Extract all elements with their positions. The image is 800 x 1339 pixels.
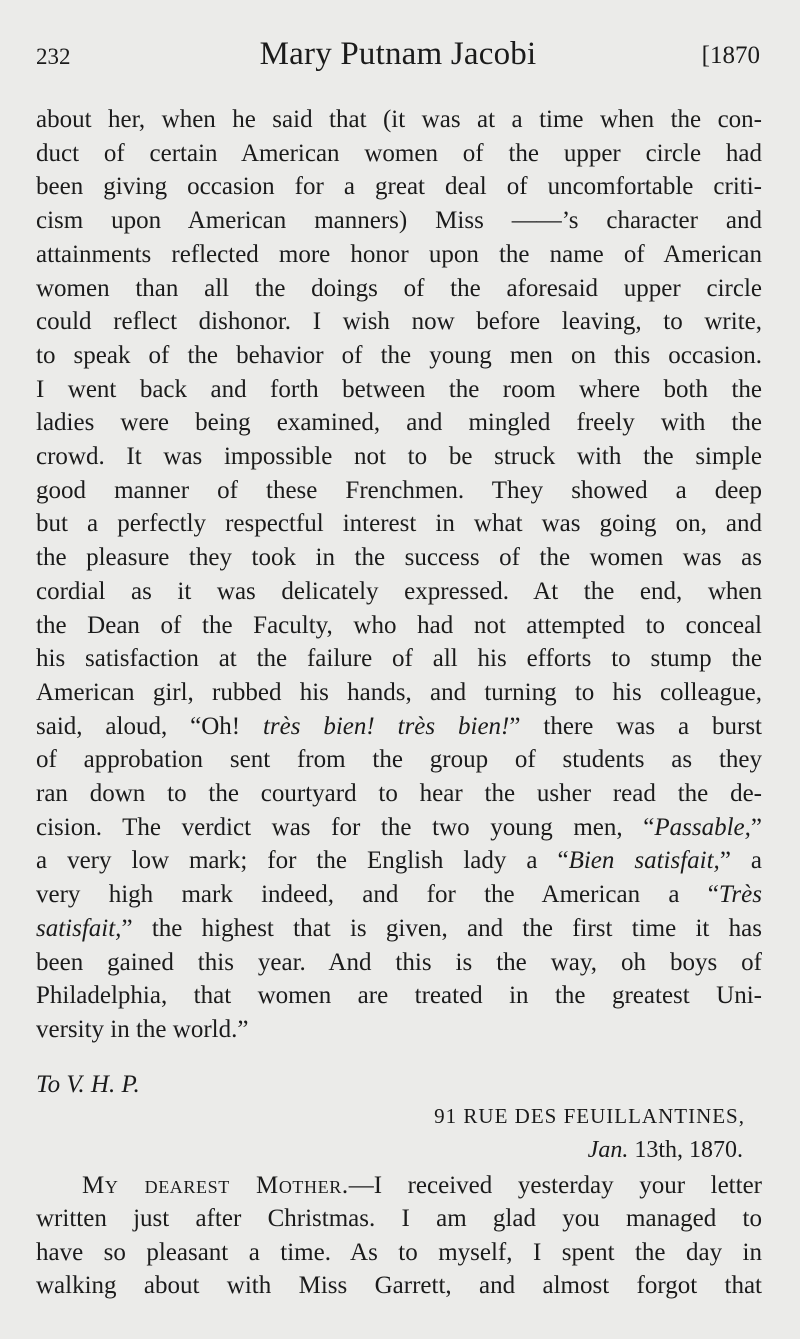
text-line: [36, 710, 762, 744]
italic-phrase: satisfait,: [36, 914, 122, 942]
date-rest: 13th, 1870.: [628, 1137, 743, 1163]
text-line: cism upon American manners) Miss ——’s character and: [36, 207, 762, 235]
text-run: ” the highest that is given, and the first time it has: [121, 914, 762, 942]
text-line: have so pleasant a time. As to myself, I spent the day in: [36, 1238, 762, 1266]
text-line: [36, 844, 762, 878]
text-line: [36, 912, 762, 946]
text-line: Philadelphia, that women are treated in the greatest Uni-: [36, 982, 762, 1010]
text-line: [36, 1169, 762, 1202]
text-line: of approbation sent from the group of students as they: [36, 746, 762, 774]
text-line: about her, when he said that (it was at a time when the con-: [36, 106, 762, 133]
text-line: attainments reflected more honor upon the name of American: [36, 240, 762, 268]
body-paragraph: [36, 103, 762, 1047]
text-line: the pleasure they took in the success of the women was as: [36, 544, 762, 572]
address-text: 91 RUE DES FEUILLANTINES,: [434, 1104, 745, 1128]
text-line: could reflect dishonor. I wish now before leaving, to write,: [36, 308, 762, 336]
text-run: ” there was a burst: [509, 712, 762, 740]
text-line: ran down to the courtyard to hear the usher read the de-: [36, 780, 762, 808]
text-line: been giving occasion for a great deal of uncomfortable criti-: [36, 173, 762, 201]
letter-address: [434, 1104, 745, 1129]
text-line: written just after Christmas. I am glad you managed to: [36, 1205, 762, 1233]
date-month: Jan.: [587, 1137, 629, 1163]
text-line: walking about with Miss Garrett, and almost forgot that: [36, 1271, 762, 1299]
text-line: [36, 878, 762, 912]
text-line: cordial as it was delicately expressed. At the end, when: [36, 577, 762, 605]
text-line: versity in the world.”: [36, 1015, 249, 1043]
text-line: I went back and forth between the room where both the: [36, 375, 762, 403]
text-line: [36, 811, 762, 845]
text-line: women than all the doings of the aforesaid upper circle: [36, 274, 762, 302]
text-run: ”: [750, 813, 762, 841]
italic-phrase: Passable,: [654, 813, 751, 841]
italic-phrase: Bien satisfait,: [568, 847, 720, 875]
text-run: said, aloud, “Oh!: [36, 712, 263, 740]
text-line: but a perfectly respectful interest in what was going on, and: [36, 510, 762, 538]
text-run: a very low mark; for the English lady a “: [36, 847, 569, 875]
text-line: good manner of these Frenchmen. They showed a deep: [36, 476, 762, 504]
letter-paragraph: [36, 1169, 762, 1302]
italic-phrase: très bien! très bien!: [262, 712, 510, 740]
text-line: his satisfaction at the failure of all his efforts to stump the: [36, 645, 762, 673]
text-run: cision. The verdict was for the two young men, “: [36, 813, 655, 841]
text-line: ladies were being examined, and mingled freely with the: [36, 409, 762, 437]
text-line: been gained this year. And this is the way, oh boys of: [36, 948, 762, 976]
running-title: Mary Putnam Jacobi: [259, 36, 537, 72]
running-head: [36, 30, 760, 80]
text-line: American girl, rubbed his hands, and turning to his colleague,: [36, 678, 762, 706]
text-line: to speak of the behavior of the young men on this occasion.: [36, 341, 762, 369]
text-run: ” a: [719, 847, 762, 875]
text-line: the Dean of the Faculty, who had not attempted to conceal: [36, 611, 762, 639]
page-number: 232: [36, 44, 71, 69]
letter-date: [588, 1137, 743, 1164]
salutation: My dearest Mother.: [82, 1172, 349, 1199]
text-run: very high mark indeed, and for the American a “: [36, 881, 719, 909]
running-year: [1870: [701, 42, 760, 69]
text-line: crowd. It was impossible not to be struck with the simple: [36, 443, 762, 471]
letter-recipient: To V. H. P.: [36, 1071, 140, 1098]
text-run: —I received yesterday your letter: [348, 1172, 762, 1199]
italic-phrase: Très: [718, 881, 762, 909]
text-line: duct of certain American women of the upper circle had: [36, 139, 762, 167]
